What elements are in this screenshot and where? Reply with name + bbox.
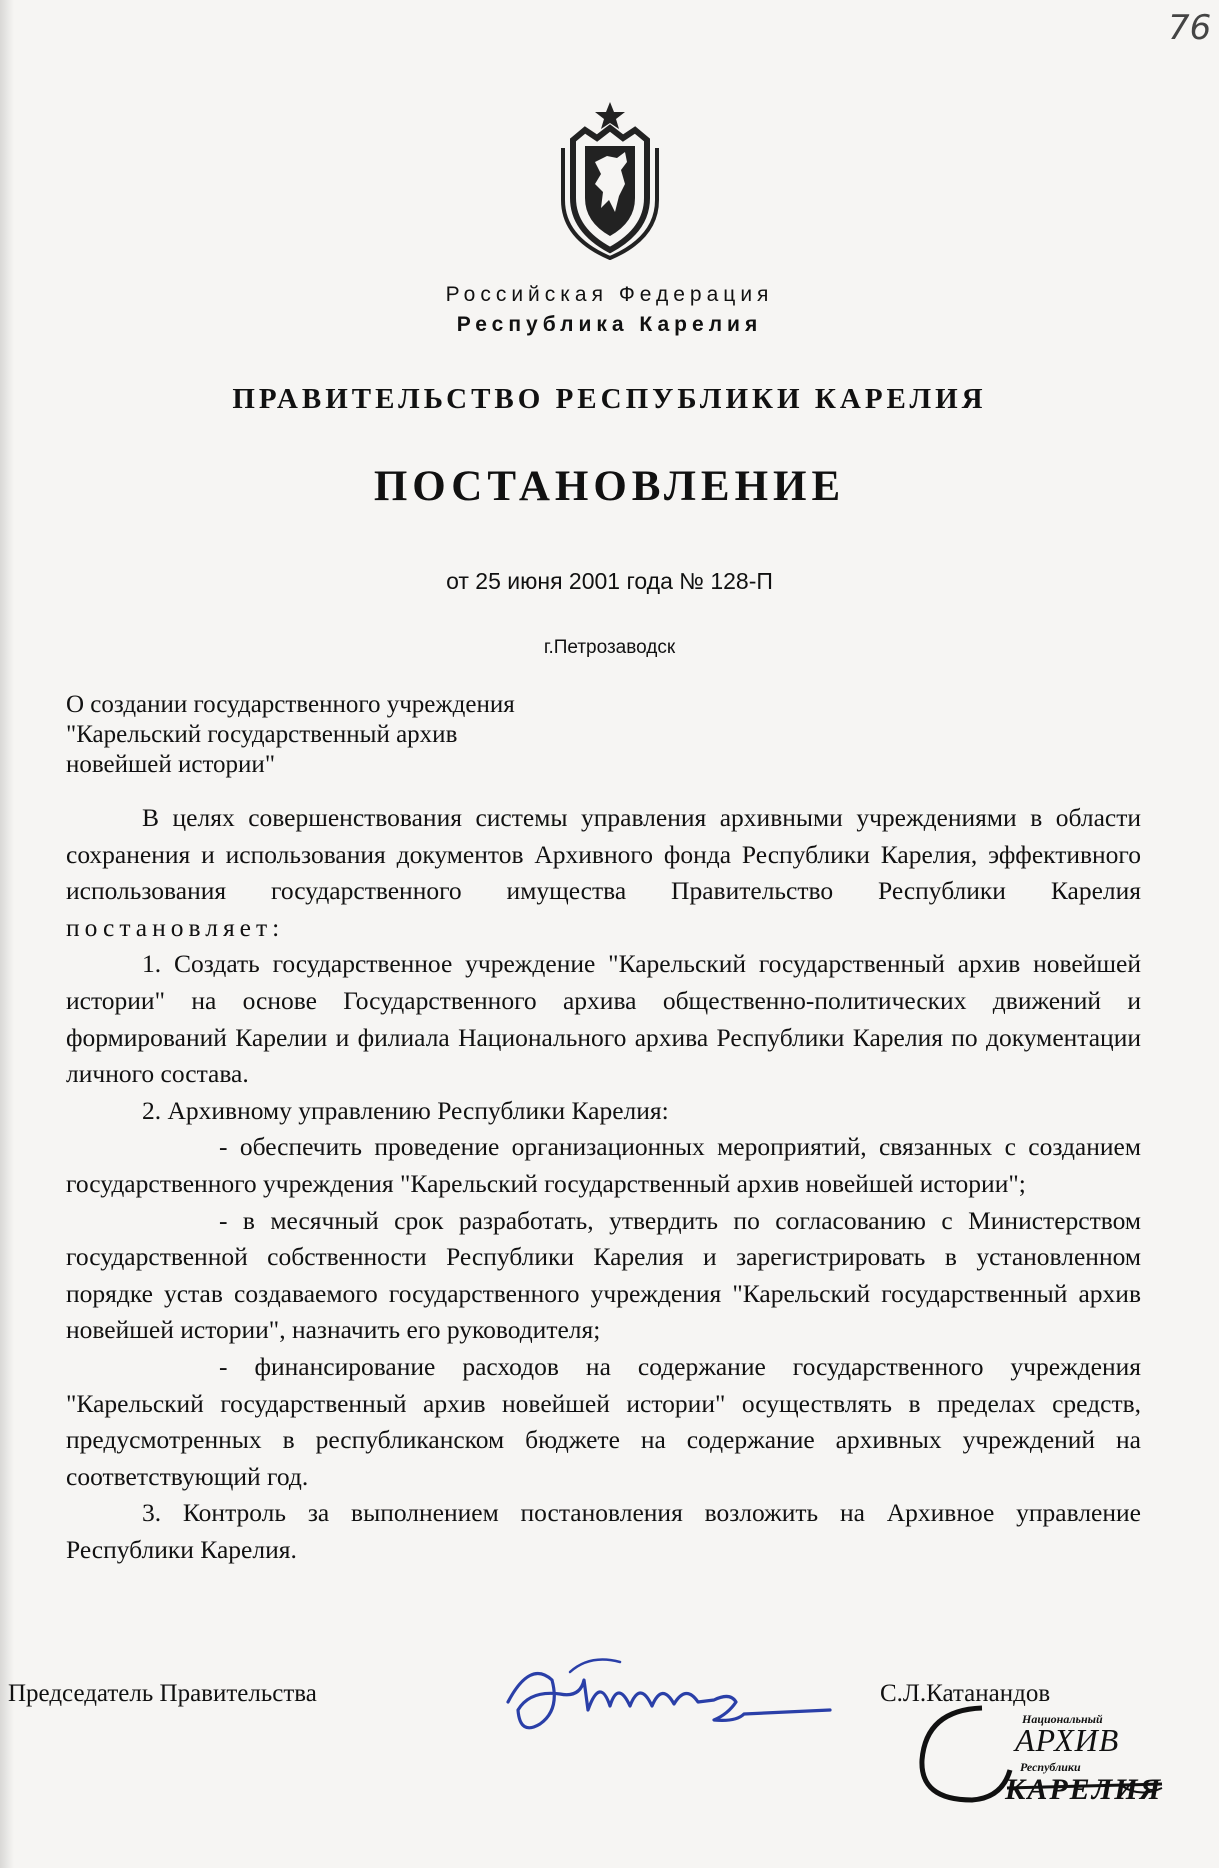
item-1: 1. Создать государственное учреждение "Карельский государственный архив новейшей истории" на основе Государственного архива общественно-политических движений и формирований Карелии и филиала Национального архива Республики Карелия по документации личного состава.: [66, 949, 1141, 1089]
intro-paragraph: [66, 800, 1141, 946]
stamp-line: Республики: [1020, 1760, 1081, 1774]
item-2: 2. Архивному управлению Республики Карелия:: [142, 1095, 669, 1125]
item-2c: - финансирование расходов на содержание государственного учреждения "Карельский государственный архив новейшей истории" осуществлять в пределах средств, предусмотренных в республиканском бюджете на содержание архивных учреждений на соответствующий год.: [66, 1351, 1141, 1491]
signer-name: С.Л.Катанандов: [880, 1680, 1051, 1707]
stamp-line: Национальный: [1022, 1712, 1103, 1726]
government-name: ПРАВИТЕЛЬСТВО РЕСПУБЛИКИ КАРЕЛИЯ: [232, 383, 987, 415]
item-2b: - в месячный срок разработать, утвердить по согласованию с Министерством государственной собственности Республики Карелия и зарегистрировать в установленном порядке устав создаваемого государственного учреждения "Карельский государственный архив новейшей истории", назначить его руководителя;: [66, 1205, 1141, 1345]
document-type: ПОСТАНОВЛЕНИЕ: [373, 463, 846, 510]
intro-text: В целях совершенствования системы управления архивными учреждениями в области сохранения и использования документов Архивного фонда Республики Карелия, эффективного использования государственного имущества Правительство Республики Карелия: [66, 803, 1141, 906]
item-3: 3. Контроль за выполнением постановления возложить на Архивное управление Республики Карелия.: [66, 1498, 1141, 1564]
stamp-line: АРХИВ: [1015, 1722, 1120, 1758]
item-2a: - обеспечить проведение организационных мероприятий, связанных с созданием государственного учреждения "Карельский государственный архив новейшей истории";: [66, 1132, 1141, 1198]
subject-line: новейшей истории": [66, 751, 276, 778]
stamp-line: КАРЕЛИЯ: [1005, 1773, 1163, 1806]
handwritten-signature: [500, 1640, 840, 1750]
page-number: 76: [1168, 8, 1212, 48]
karelia-emblem-icon: [555, 100, 665, 260]
republic-name: Республика Карелия: [456, 313, 763, 336]
subject-line: "Карельский государственный архив: [66, 721, 458, 748]
decree-word: постановляет:: [66, 912, 285, 942]
document-date: от 25 июня 2001 года № 128-П: [446, 568, 773, 594]
document-city: г.Петрозаводск: [543, 637, 676, 658]
federation-name: Российская Федерация: [445, 283, 774, 306]
page-edge: [0, 0, 14, 1868]
subject-line: О создании государственного учреждения: [66, 691, 515, 718]
signer-title: Председатель Правительства: [8, 1680, 317, 1707]
document-subject: [66, 690, 746, 780]
document-body: [66, 800, 1141, 1568]
